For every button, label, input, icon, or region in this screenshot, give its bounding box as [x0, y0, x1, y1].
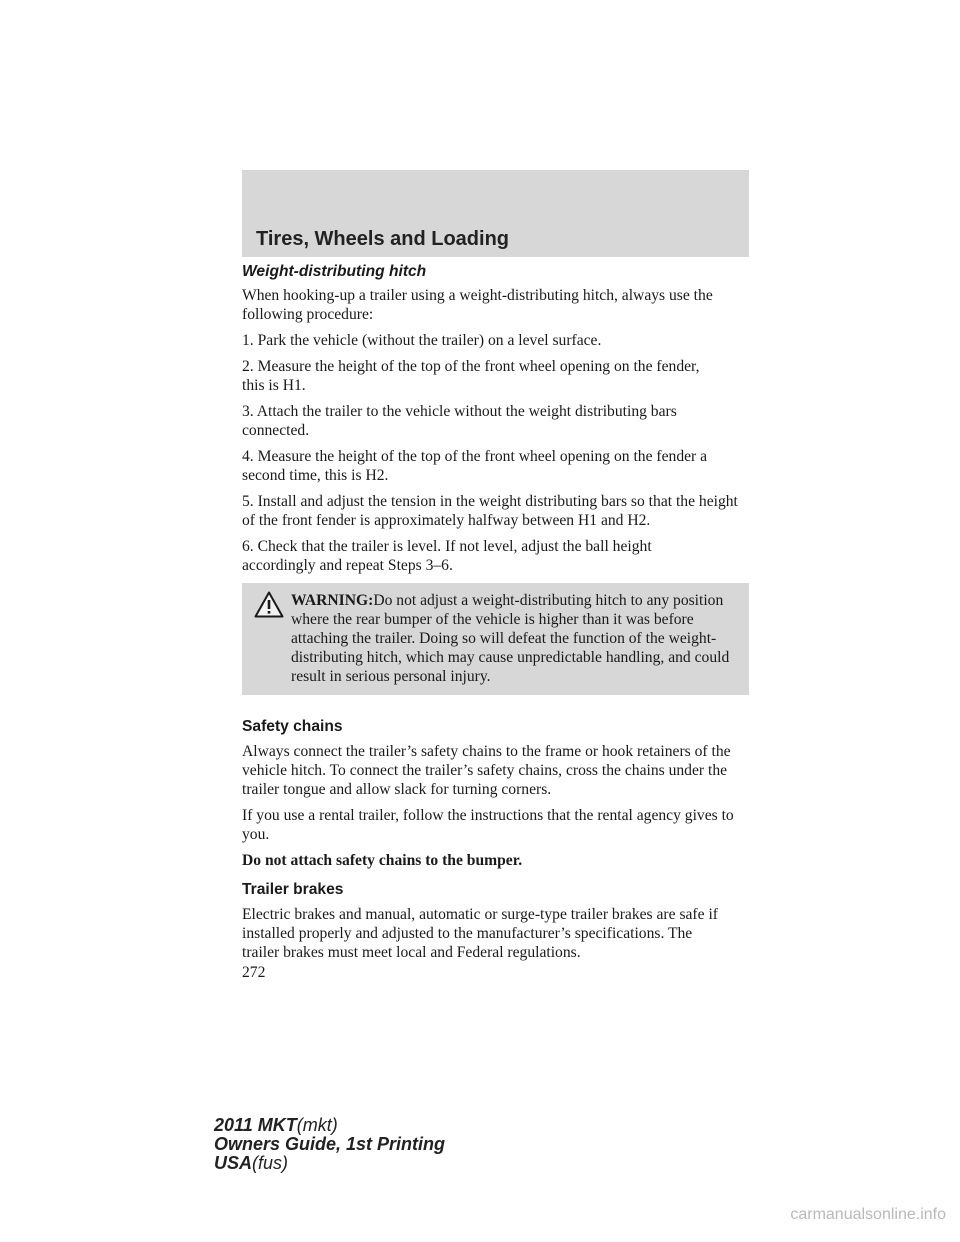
footer-region-code: (fus) [252, 1153, 289, 1173]
heading-weight-distributing-hitch: Weight-distributing hitch [242, 263, 427, 280]
print-footer [214, 1116, 445, 1173]
page-number: 272 [242, 964, 266, 981]
step-6: 6. Check that the trailer is level. If not level, adjust the ball height accordingly and repeat Steps 3–6. [242, 538, 652, 574]
step-4: 4. Measure the height of the top of the front wheel opening on the fender a second time, this is H2. [242, 448, 708, 484]
warning-text-block [242, 591, 749, 686]
warning-text: Do not adjust a weight-distributing hitch to any position where the rear bumper of the vehicle is higher than it was before attaching the trailer. Doing so will defeat the function of the weight-distributing hitch, which may cause unpredictable handling, and could result in serious personal injury. [291, 592, 730, 685]
footer-model: 2011 MKT [214, 1115, 297, 1135]
step-3: 3. Attach the trailer to the vehicle without the weight distributing bars connected. [242, 403, 677, 439]
chains-paragraph-2: If you use a rental trailer, follow the instructions that the rental agency gives to you. [242, 807, 734, 843]
section-title: Tires, Wheels and Loading [256, 228, 510, 250]
footer-guide: Owners Guide, 1st Printing [214, 1134, 446, 1154]
footer-model-code: (mkt) [296, 1115, 338, 1135]
warning-label: WARNING: [291, 592, 374, 609]
chains-paragraph-3: Do not attach safety chains to the bumper. [242, 852, 523, 869]
section-header-band [242, 170, 749, 257]
footer-line-3 [214, 1154, 445, 1173]
warning-triangle-icon [254, 591, 284, 618]
heading-safety-chains: Safety chains [242, 718, 343, 735]
footer-line-1 [214, 1116, 445, 1135]
wdh-intro: When hooking-up a trailer using a weight-distributing hitch, always use the following procedure: [242, 287, 713, 323]
page-content [242, 262, 749, 982]
step-2: 2. Measure the height of the top of the front wheel opening on the fender, this is H1. [242, 358, 700, 394]
footer-region: USA [214, 1153, 253, 1173]
heading-trailer-brakes: Trailer brakes [242, 881, 344, 898]
watermark-text: carmanualsonline.info [790, 1206, 946, 1223]
chains-paragraph-1: Always connect the trailer’s safety chains to the frame or hook retainers of the vehicle hitch. To connect the trailer’s safety chains, cross the chains under the trailer tongue and allow slack for turning corners. [242, 743, 731, 798]
step-1: 1. Park the vehicle (without the trailer) on a level surface. [242, 332, 602, 349]
brakes-paragraph-1: Electric brakes and manual, automatic or surge-type trailer brakes are safe if installed properly and adjusted to the manufacturer’s specifications. The trailer brakes must meet local and Federal regulations. [242, 906, 718, 961]
step-5: 5. Install and adjust the tension in the weight distributing bars so that the height of the front fender is approximately halfway between H1 and H2. [242, 493, 738, 529]
warning-box [242, 583, 749, 695]
